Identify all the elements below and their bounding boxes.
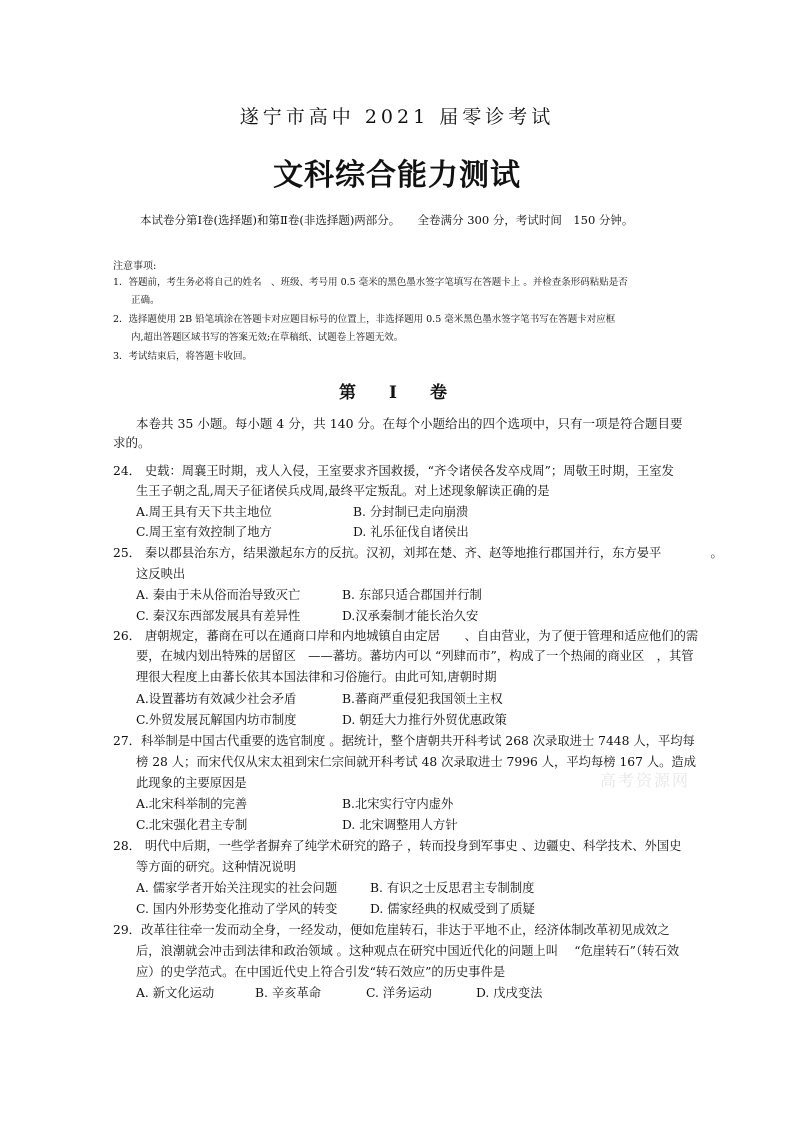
question-24-line-2: 生王子朝之乱,周天子征诸侯兵戍周,最终平定叛乱。对上述现象解读正确的是	[136, 484, 550, 498]
note-3: 3．考试结束后，将答题卡收回。	[113, 351, 253, 362]
question-26-option-b: B.蕃商严重侵犯我国领土主权	[342, 692, 503, 706]
note-2-cont: 内,超出答题区域书写的答案无效;在草稿纸、试题卷上答题无效。	[131, 332, 404, 343]
question-25-option-a: A. 秦由于未从俗而治导致灭亡	[136, 588, 301, 602]
question-24-option-c: C.周王室有效控制了地方	[136, 525, 272, 539]
question-28-option-d: D. 儒家经典的权威受到了质疑	[370, 902, 535, 916]
exam-intro: 本试卷分第Ⅰ卷(选择题)和第Ⅱ卷(非选择题)两部分。 全卷满分 300 分，考试时间 150 分钟。	[140, 213, 634, 227]
question-29-option-a: A. 新文化运动	[136, 986, 215, 1000]
question-28-option-b: B. 有识之士反思君主专制制度	[370, 881, 535, 895]
question-24-line-1: 24． 史载：周襄王时期，戎人入侵，王室要求齐国救援，“齐令诸侯各发卒戍周”；周敬王时期，王室发	[113, 464, 674, 478]
question-29-option-c: C. 洋务运动	[366, 986, 432, 1000]
question-27-option-a: A.北宋科举制的完善	[136, 797, 248, 811]
question-24-option-d: D. 礼乐征伐自诸侯出	[353, 525, 469, 539]
question-25-option-d: D.汉承秦制才能长治久安	[342, 609, 479, 623]
question-25-line-2: 这反映出	[136, 567, 186, 581]
question-29-line-2: 后，浪潮就会冲击到法律和政治领域 。这种观点在研究中国近代化的问题上叫 “危崖转石”（转石效	[136, 944, 680, 958]
question-28-line-2: 等方面的研究。这种情况说明	[136, 860, 296, 874]
question-24-option-a: A.周王具有天下共主地位	[136, 505, 272, 519]
question-24-option-b: B. 分封制已走向崩溃	[353, 505, 469, 519]
notes-heading: 注意事项:	[113, 261, 157, 272]
watermark: 高考资源网	[600, 771, 691, 790]
question-26-line-1: 26． 唐朝规定，蕃商在可以在通商口岸和内地城镇自由定居 、自由营业，为了便于管理和适应他们的需	[113, 629, 699, 643]
question-26-option-a: A.设置蕃坊有效减少社会矛盾	[136, 692, 297, 706]
question-27-option-c: C.北宋强化君主专制	[136, 818, 248, 832]
note-1: 1．答题前，考生务必将自己的姓名 、班级、考号用 0.5 毫米的黑色墨水签字笔填写在答题卡上 。并检查条形码粘贴是否	[113, 277, 628, 288]
question-27-line-2: 榜 28 人；而宋代仅从宋太祖到宋仁宗间就开科考试 48 次录取进士 7996 人，平均每榜 167 人。造成	[136, 755, 697, 769]
question-26-line-2: 要，在城内划出特殊的居留区 ——蕃坊。蕃坊内可以 “列肆而市”，构成了一个热闹的商业区 ，其管	[136, 649, 694, 663]
question-26-option-c: C.外贸发展瓦解国内坊市制度	[136, 713, 297, 727]
question-25-option-c: C. 秦汉东西部发展具有差异性	[136, 609, 301, 623]
question-29-line-3: 应）的史学范式。在中国近代史上符合引发“转石效应”的历史事件是	[136, 965, 506, 979]
note-2: 2．选择题使用 2B 铅笔填涂在答题卡对应题目标号的位置上，非选择题用 0.5 毫米黑色墨水签字笔书写在答题卡对应框	[113, 314, 616, 325]
question-27-line-3: 此现象的主要原因是	[136, 776, 247, 790]
section-title: 第 Ⅰ 卷	[339, 383, 455, 403]
question-26-option-d: D. 朝廷大力推行外贸优惠政策	[342, 713, 507, 727]
question-27-line-1: 27．科举制是中国古代重要的选官制度 。据统计，整个唐朝共开科考试 268 次录取进士 7448 人，平均每	[113, 734, 695, 748]
question-29-option-b: B. 辛亥革命	[255, 986, 322, 1000]
note-1-cont: 正确。	[131, 295, 160, 306]
question-28-line-1: 28． 明代中后期，一些学者摒弃了纯学术研究的路子 ，转而投身到军事史 、边疆史、科学技术、外国史	[113, 839, 682, 853]
section-lead: 本卷共 35 小题。每小题 4 分，共 140 分。在每个小题给出的四个选项中，只有一项是符合题目要	[136, 416, 683, 431]
question-25-line-1: 25． 秦以郡县治东方，结果激起东方的反抗。汉初，刘邦在楚、齐、赵等地推行郡国并行，东方晏平 。	[113, 546, 723, 560]
exam-title: 遂宁市高中 2021 届零诊考试	[239, 106, 555, 128]
exam-subtitle: 文科综合能力测试	[273, 158, 521, 193]
question-29-line-1: 29．改革往往牵一发而动全身，一经发动，便如危崖转石，非达于平地不止，经济体制改革初见成效之	[113, 923, 670, 937]
question-25-option-b: B. 东部只适合郡国并行制	[342, 588, 482, 602]
section-lead-cont: 求的。	[113, 435, 151, 450]
question-29-option-d: D. 戊戌变法	[476, 986, 543, 1000]
question-27-option-d: D. 北宋调整用人方针	[342, 818, 458, 832]
question-28-option-c: C. 国内外形势变化推动了学风的转变	[136, 902, 338, 916]
question-28-option-a: A. 儒家学者开始关注现实的社会问题	[136, 881, 338, 895]
question-26-line-3: 理很大程度上由蕃长依其本国法律和习俗施行。由此可知,唐朝时期	[136, 670, 497, 684]
question-27-option-b: B.北宋实行守内虚外	[342, 797, 454, 811]
